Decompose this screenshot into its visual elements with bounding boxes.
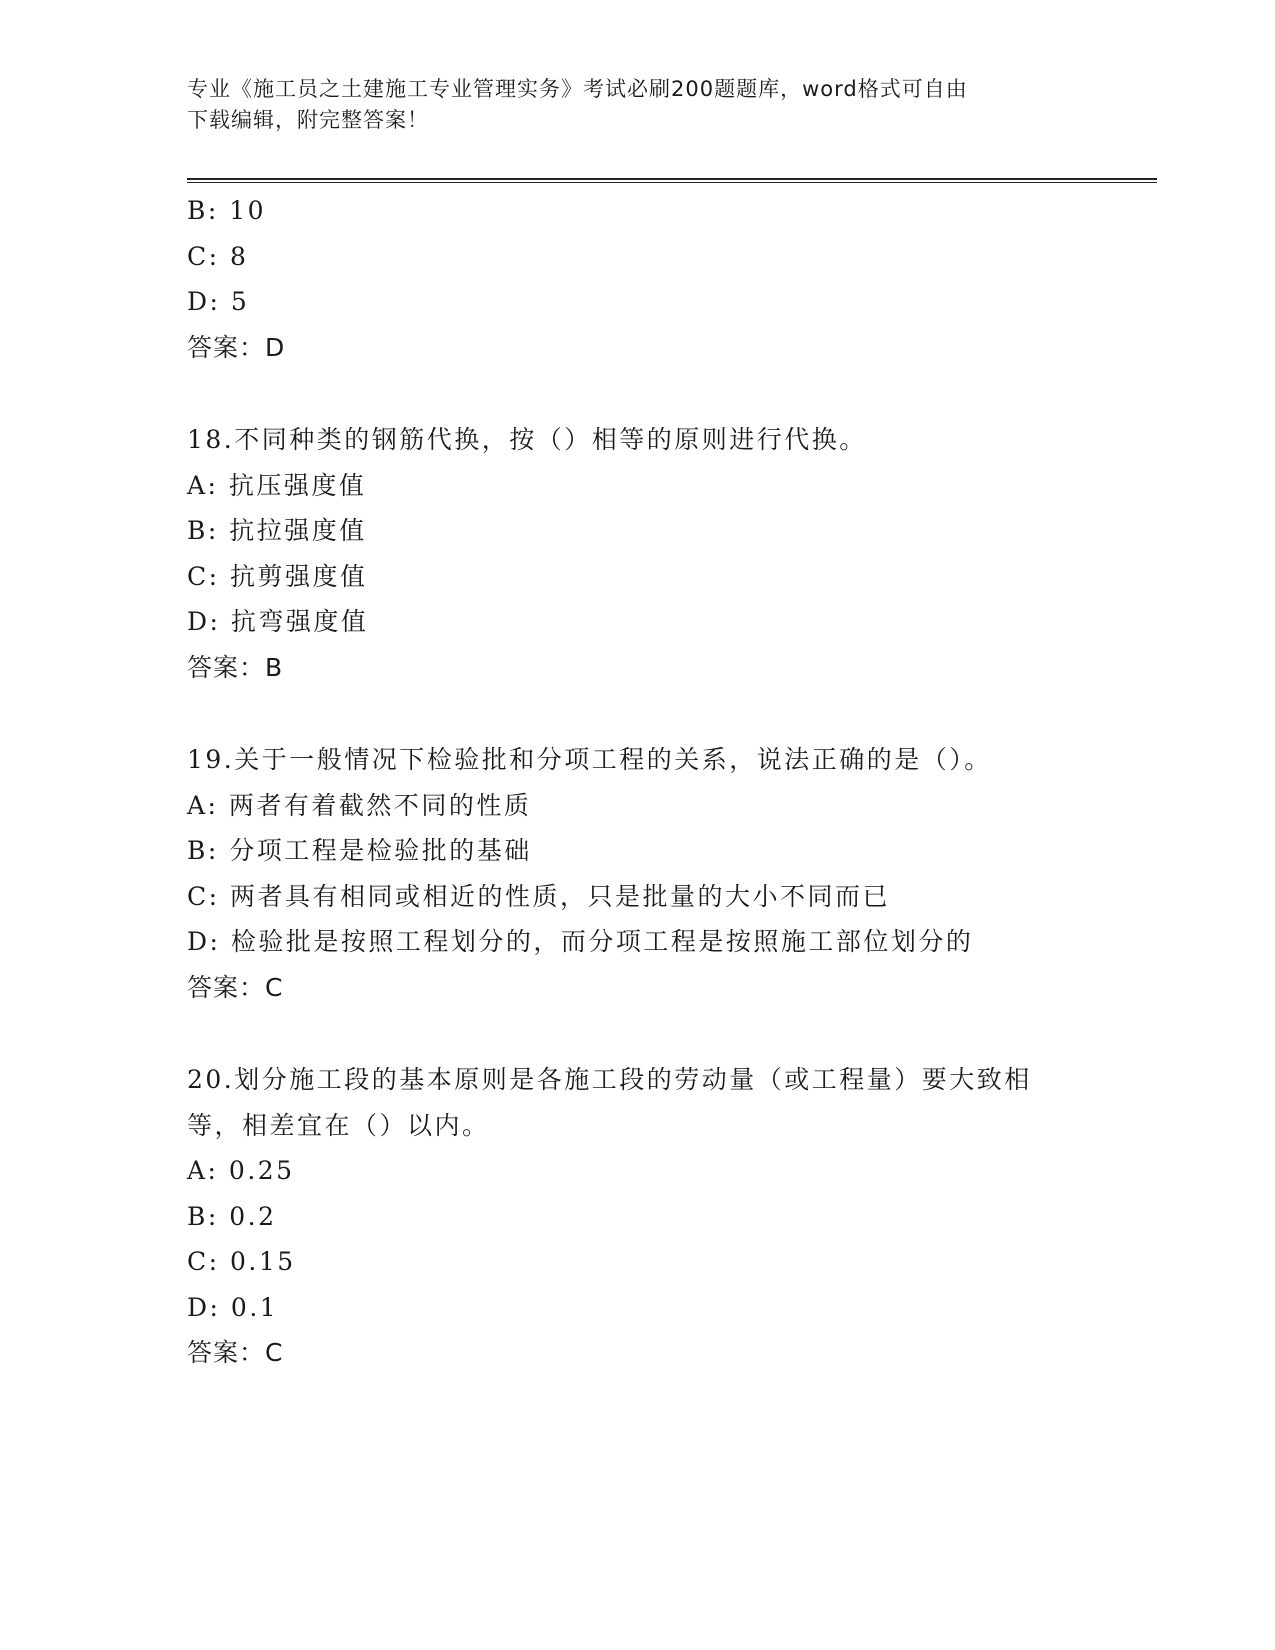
option-d: D: 抗弯强度值	[187, 607, 369, 636]
spacer	[187, 370, 1087, 417]
option-c: C: 抗剪强度值	[187, 561, 368, 591]
header-title-line-1: 专业《施工员之土建施工专业管理实务》考试必刷200题题库，word格式可自由	[187, 77, 968, 101]
header-divider-thick	[187, 178, 1157, 180]
option-a: A: 两者有着截然不同的性质	[187, 790, 532, 820]
option-a: A: 0.25	[187, 1156, 295, 1185]
answer: 答案：B	[187, 652, 284, 682]
question-18	[187, 417, 1087, 690]
question-text: 19.关于一般情况下检验批和分项工程的关系，说法正确的是（）。	[187, 745, 992, 774]
answer: 答案：C	[187, 1338, 284, 1367]
option-b: B: 分项工程是检验批的基础	[187, 836, 532, 865]
option-b: B: 抗拉强度值	[187, 516, 367, 545]
header-title-line-2: 下载编辑，附完整答案！	[187, 108, 429, 132]
option-d: D: 0.1	[187, 1292, 279, 1322]
question-text-line-2: 等，相差宜在（）以内。	[187, 1110, 490, 1140]
spacer	[187, 690, 1087, 737]
option-d: D: 5	[187, 287, 250, 316]
option-c: C: 8	[187, 241, 249, 271]
header-divider-thin	[187, 182, 1157, 183]
option-d: D: 检验批是按照工程划分的，而分项工程是按照施工部位划分的	[187, 927, 974, 956]
question-list	[187, 188, 1087, 1376]
option-b: B: 0.2	[187, 1201, 277, 1231]
answer: 答案：C	[187, 972, 284, 1002]
question-17-continued	[187, 188, 1087, 370]
option-c: C: 两者具有相同或相近的性质，只是批量的大小不同而已	[187, 881, 891, 911]
spacer	[187, 1010, 1087, 1057]
option-a: A: 抗压强度值	[187, 470, 367, 500]
answer: 答案：D	[187, 332, 286, 362]
question-20	[187, 1057, 1087, 1376]
question-text: 18.不同种类的钢筋代换，按（）相等的原则进行代换。	[187, 425, 867, 454]
document-header	[187, 74, 1087, 136]
option-b: B: 10	[187, 196, 267, 225]
option-c: C: 0.15	[187, 1247, 296, 1276]
question-text-line-1: 20.划分施工段的基本原则是各施工段的劳动量（或工程量）要大致相	[187, 1065, 1032, 1094]
question-19	[187, 737, 1087, 1010]
